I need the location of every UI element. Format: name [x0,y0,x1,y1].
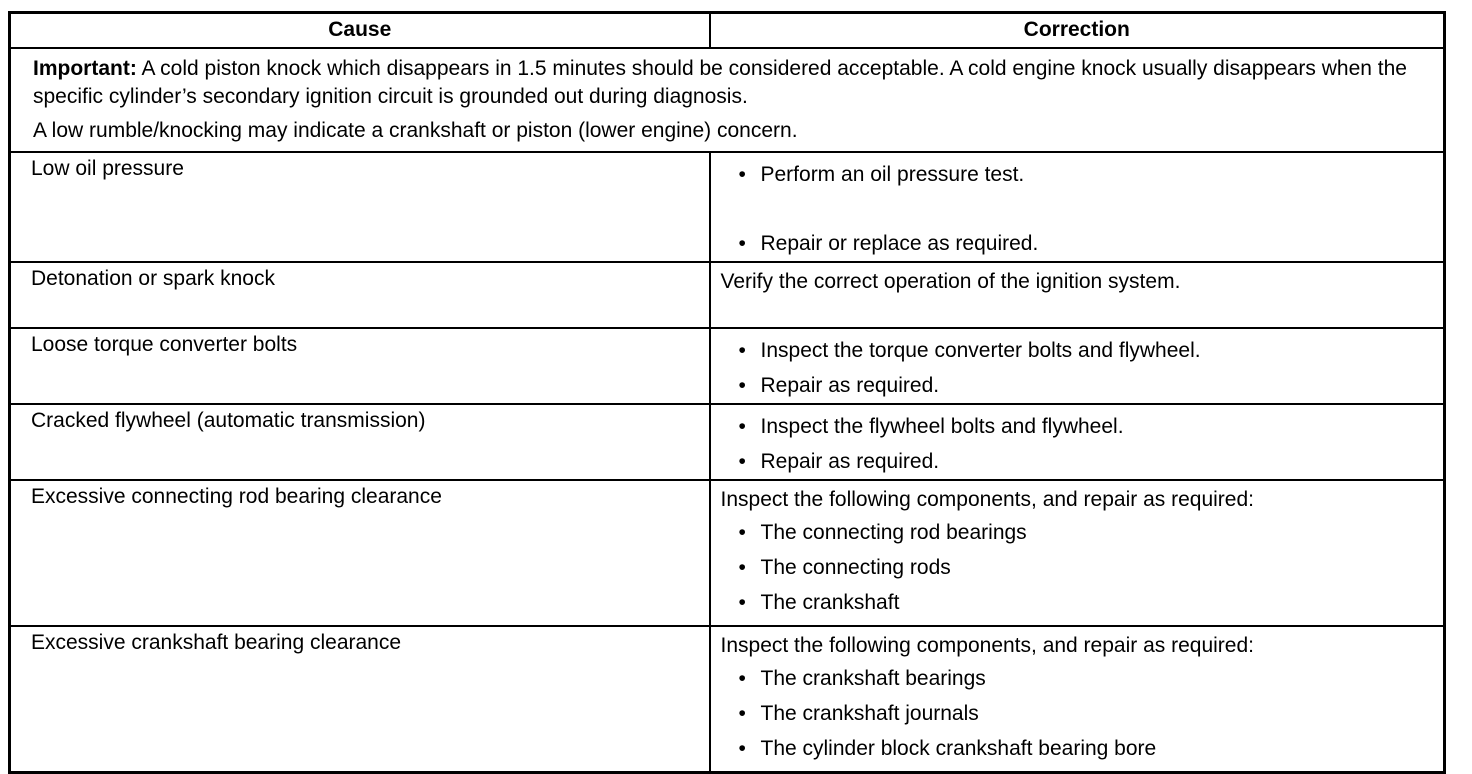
important-paragraph [33,55,1423,111]
table-row [10,328,1445,404]
diagnosis-table [8,11,1446,774]
cause-cell: Excessive crankshaft bearing clearance [10,626,710,773]
correction-text: Verify the correct operation of the ignition system. [720,270,1181,293]
table-row [10,262,1445,328]
correction-list [711,409,1444,479]
list-item: • Repair as required. [711,444,1444,479]
correction-cell [710,262,1445,328]
correction-list [711,333,1444,403]
list-item: • The connecting rods [711,550,1444,585]
cause-cell: Detonation or spark knock [10,262,710,328]
list-item: • Perform an oil pressure test. [711,157,1444,192]
correction-list [711,157,1444,261]
correction-list [711,661,1444,766]
correction-cell [710,480,1445,626]
table-row [10,152,1445,262]
list-item: • Repair or replace as required. [711,226,1444,261]
list-item: • The connecting rod bearings [711,515,1444,550]
cause-cell: Cracked flywheel (automatic transmission) [10,404,710,480]
correction-cell [710,626,1445,773]
header-correction: Correction [710,13,1445,49]
cause-cell: Loose torque converter bolts [10,328,710,404]
list-item: • Inspect the torque converter bolts and flywheel. [711,333,1444,368]
list-item: • Repair as required. [711,368,1444,403]
correction-cell [710,404,1445,480]
important-row [10,48,1445,152]
list-item: • The cylinder block crankshaft bearing bore [711,731,1444,766]
important-note [10,48,1445,152]
correction-text: Inspect the following components, and repair as required: [720,488,1254,511]
important-text: A cold piston knock which disappears in 1.5 minutes should be considered acceptable. A cold engine knock usually disappears when the specific cylinder’s secondary ignition circuit is grounded out during diagnosis. [33,57,1407,108]
correction-cell [710,152,1445,262]
cause-cell: Low oil pressure [10,152,710,262]
list-item: • The crankshaft bearings [711,661,1444,696]
header-row [10,13,1445,49]
table-row [10,480,1445,626]
list-item: • Inspect the flywheel bolts and flywheel. [711,409,1444,444]
correction-cell [710,328,1445,404]
cause-cell: Excessive connecting rod bearing clearance [10,480,710,626]
header-cause: Cause [10,13,710,49]
list-item: • The crankshaft [711,585,1444,620]
important-label: Important: [33,57,137,80]
table-row [10,404,1445,480]
list-item: • The crankshaft journals [711,696,1444,731]
important-secondary-note: A low rumble/knocking may indicate a crankshaft or piston (lower engine) concern. [33,119,798,142]
correction-text: Inspect the following components, and repair as required: [720,634,1254,657]
table-row [10,626,1445,773]
correction-list [711,515,1444,620]
